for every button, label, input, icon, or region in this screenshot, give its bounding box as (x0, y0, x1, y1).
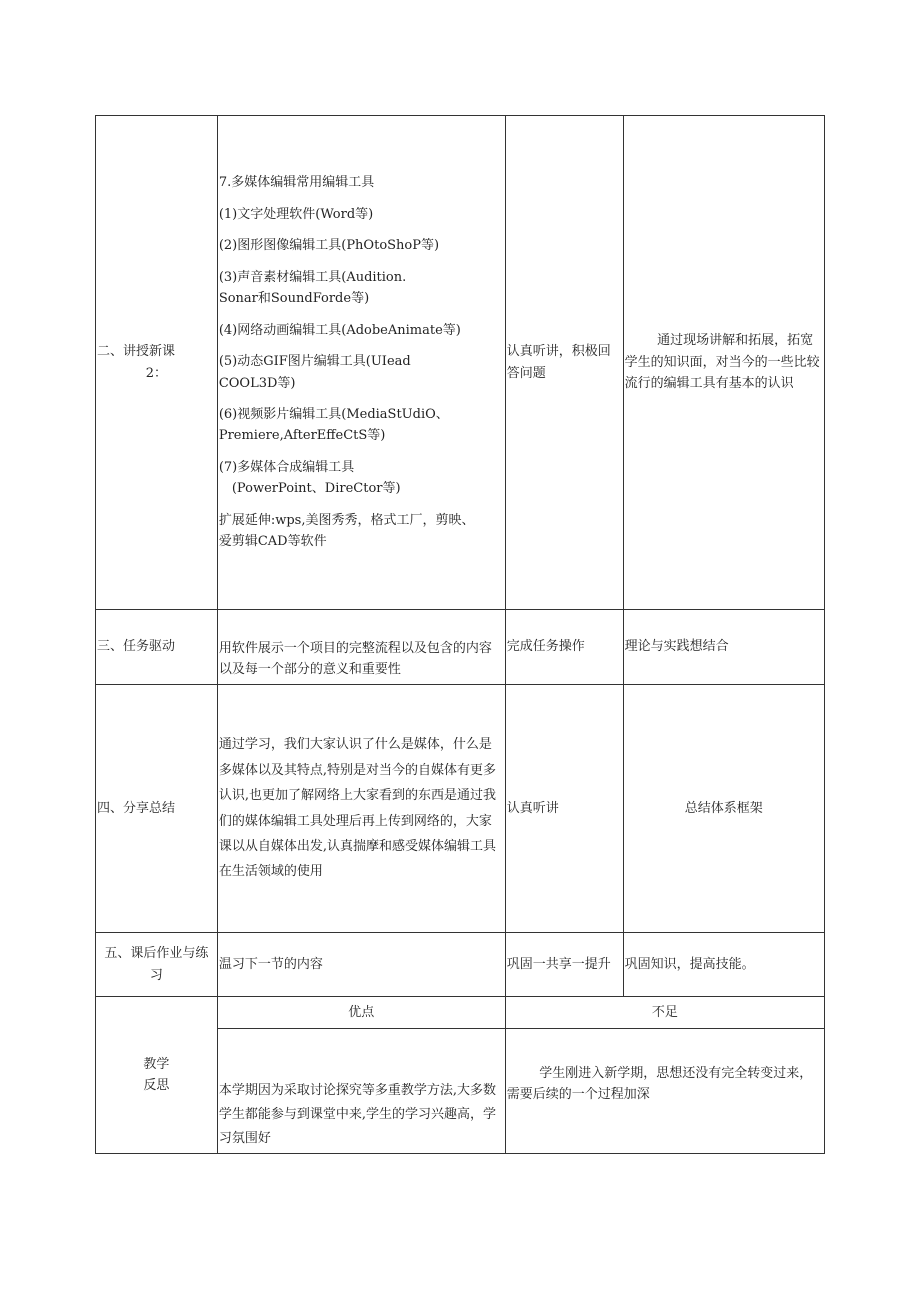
reflection-label: 反思 (143, 1078, 170, 1093)
student-activity-cell (505, 116, 623, 610)
content-text: 温习下一节的内容 (218, 956, 323, 972)
design-intent-cell (623, 685, 824, 933)
design-intent-cell (623, 610, 824, 685)
table-row-task (96, 610, 825, 685)
content-line (219, 404, 504, 447)
content-line: (2)图形图像编辑工具(PhOtoShoP等) (218, 238, 440, 254)
design-intent-text: 总结体系框架 (684, 800, 763, 816)
strengths-header-cell (217, 997, 505, 1029)
stage-cell (96, 116, 218, 610)
content-line (219, 510, 504, 553)
content-line-part: 扩展延伸:wps,美图秀秀，格式工厂，剪映、 (218, 512, 475, 528)
design-intent-text: 理论与实践想结合 (624, 639, 729, 655)
design-intent-text: 巩固知识，提高技能。 (624, 956, 755, 972)
content-line-part: (6)视频影片编辑工具(MediaStUdiO、 (218, 406, 449, 422)
content-line-part: COOL3D等) (218, 375, 296, 391)
stage-cell (96, 933, 218, 997)
content-line-part: Sonar和SoundForde等) (218, 291, 370, 307)
content-cell (217, 116, 505, 610)
content-line-part: (3)声音素材编辑工具(Audition. (218, 269, 407, 285)
content-line (219, 351, 504, 394)
strengths-header: 优点 (348, 1004, 375, 1020)
student-activity-text: 认真听讲 (506, 800, 559, 816)
student-activity-text: 完成任务操作 (506, 639, 585, 655)
weaknesses-header: 不足 (651, 1004, 678, 1020)
stage-label: 二、讲授新课 (97, 344, 176, 360)
stage-label: 三、任务驱动 (97, 639, 176, 655)
student-activity-cell (505, 610, 623, 685)
content-line: (1)文字处理软件(Word等) (218, 206, 374, 222)
student-activity-cell (505, 685, 623, 933)
table-row-lecture (96, 116, 825, 610)
content-cell (217, 610, 505, 685)
strengths-text: 本学期因为采取讨论探究等多重教学方法,大多数学生都能参与到课堂中来,学生的学习兴趣高，学习氛围好 (218, 1082, 496, 1146)
stage-label: 五、课后作业与练习 (104, 946, 209, 983)
content-line-part: (PowerPoint、DireCtor等) (231, 481, 401, 497)
design-intent-cell (623, 933, 824, 997)
content-line: (4)网络动画编辑工具(AdobeAnimate等) (218, 322, 461, 338)
content-cell (217, 685, 505, 933)
table-row-summary (96, 685, 825, 933)
student-activity-text: 认真听讲，积极回答问题 (506, 344, 611, 381)
table-row-reflection-header (96, 997, 825, 1029)
content-line (219, 457, 504, 500)
table-row-homework (96, 933, 825, 997)
strengths-cell (217, 1029, 505, 1154)
content-line: 7.多媒体编辑常用编辑工具 (218, 175, 375, 191)
student-activity-cell (505, 933, 623, 997)
lesson-plan-table (95, 115, 825, 1154)
stage-cell (96, 685, 218, 933)
reflection-label: 教学 (143, 1056, 170, 1072)
content-cell (217, 933, 505, 997)
stage-cell (96, 610, 218, 685)
weaknesses-header-cell (505, 997, 824, 1029)
design-intent-text: 通过现场讲解和拓展，拓宽学生的知识面，对当今的一些比较流行的编辑工具有基本的认识 (624, 333, 820, 392)
content-text: 用软件展示一个项目的完整流程以及包含的内容以及每一个部分的意义和重要性 (218, 640, 492, 677)
content-line (219, 267, 504, 310)
content-line-part: Premiere,AfterEffeCtS等) (218, 428, 386, 444)
reflection-label-cell (96, 997, 218, 1154)
stage-label: 四、分享总结 (97, 800, 176, 816)
weaknesses-text: 学生刚进入新学期，思想还没有完全转变过来，需要后续的一个过程加深 (506, 1065, 813, 1102)
weaknesses-cell (505, 1029, 824, 1154)
student-activity-text: 巩固一共享一提升 (506, 956, 611, 972)
content-text: 通过学习，我们大家认识了什么是媒体，什么是多媒体以及其特点,特别是对当今的自媒体有更多认识,也更加了解网络上大家看到的东西是通过我们的媒体编辑工具处理后再上传到网络的，大家课以从自媒体出发,认真揣摩和感受媒体编辑工具在生活领域的使用 (218, 737, 496, 880)
content-line-part: (7)多媒体合成编辑工具 (218, 459, 355, 475)
content-line-part: 爱剪辑CAD等软件 (218, 534, 327, 550)
design-intent-cell (623, 116, 824, 610)
content-line-part: (5)动态GIF图片编辑工具(UIead (218, 354, 411, 370)
stage-sublabel: 2： (145, 365, 168, 381)
